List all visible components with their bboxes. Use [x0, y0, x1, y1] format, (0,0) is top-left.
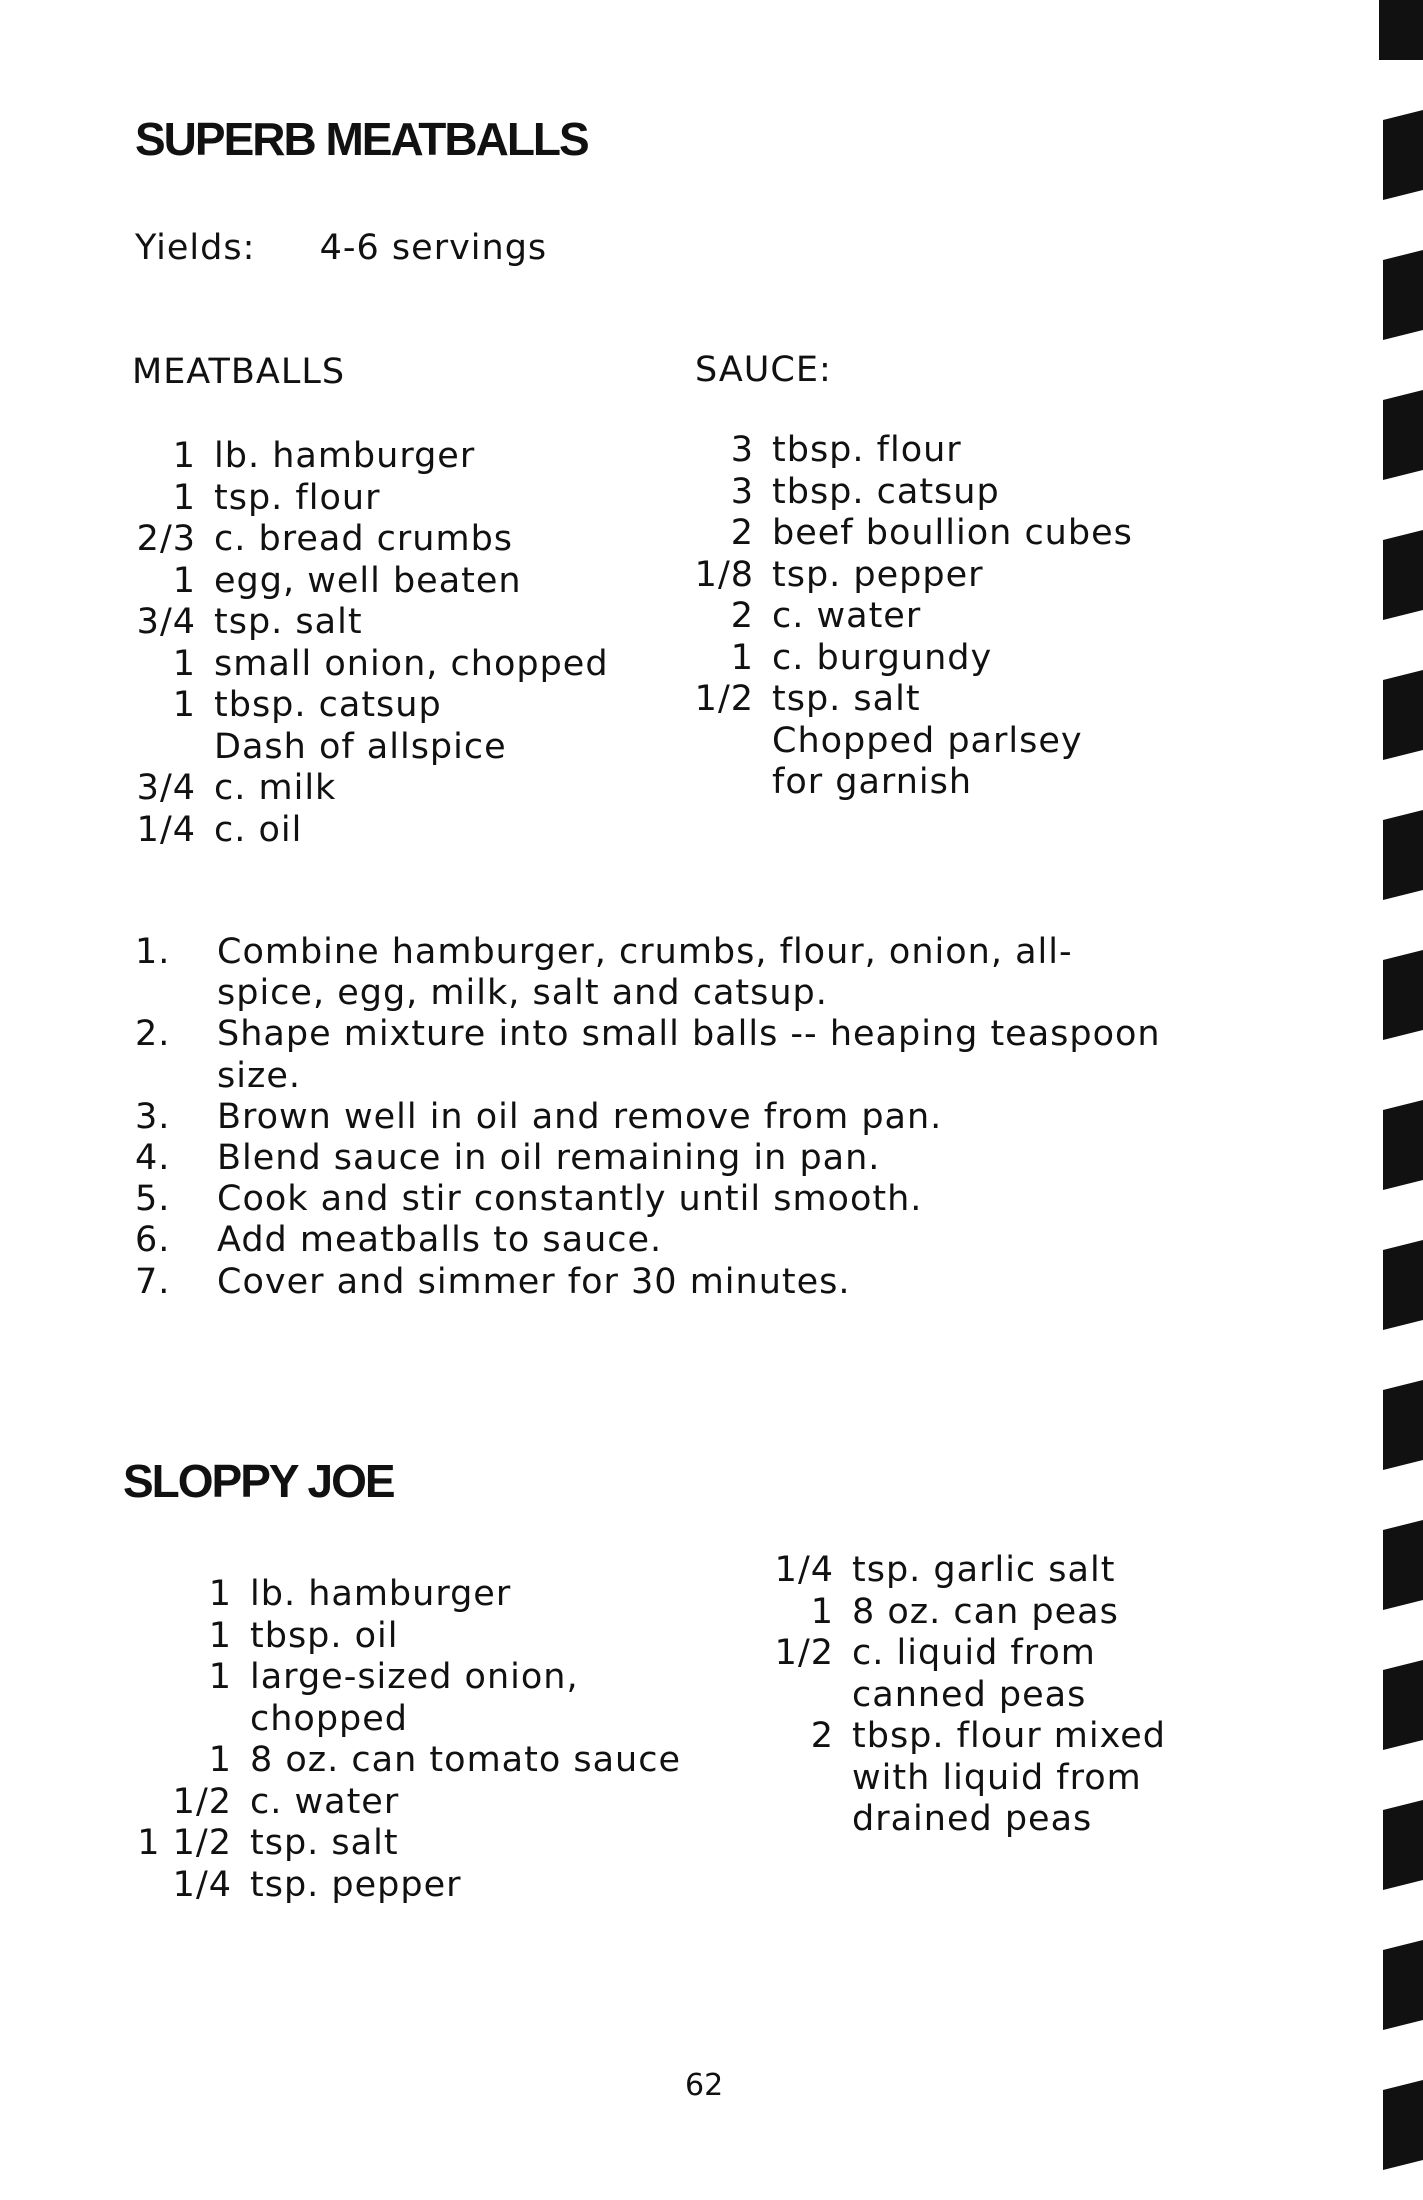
- step-number: 2.: [135, 1014, 171, 1055]
- ingredient-name: tsp. salt: [772, 679, 921, 719]
- meatball-ingredient: [132, 644, 609, 686]
- ingredient-quantity: 3/4: [136, 602, 196, 642]
- sauce-ingredient: [690, 721, 1133, 763]
- ingredient-quantity: 2: [730, 513, 754, 553]
- step-number: 1.: [135, 932, 171, 972]
- sloppy-joe-ingredient: [770, 1633, 1166, 1716]
- sloppy-joe-ingredient: [770, 1716, 1166, 1841]
- ingredient-name: tbsp. catsup: [214, 685, 442, 725]
- ingredient-quantity: 1 1/2: [137, 1823, 232, 1863]
- ingredient-quantity: 3/4: [136, 768, 196, 808]
- ingredient-name: c. oil: [214, 809, 303, 850]
- direction-step: [135, 1262, 1237, 1303]
- ingredient-quantity: 1: [172, 643, 196, 684]
- meatballs-ingredient-list: [132, 436, 609, 851]
- ingredient-name: tbsp. flour: [772, 430, 962, 470]
- ingredient-quantity: 2/3: [136, 519, 196, 559]
- ingredient-name: tsp. flour: [214, 477, 381, 518]
- sloppy-joe-ingredient: [128, 1657, 681, 1740]
- meatball-ingredient: [132, 602, 609, 644]
- direction-step: [135, 1179, 1237, 1220]
- ingredient-quantity: 1: [172, 685, 196, 725]
- ingredient-quantity: 1: [172, 560, 196, 601]
- sauce-ingredient: [690, 679, 1133, 721]
- ingredient-quantity: 1: [730, 637, 754, 678]
- ingredient-quantity: 1/4: [136, 809, 196, 850]
- sloppy-joe-ingredients-left: [128, 1574, 681, 1906]
- sauce-ingredient: [690, 762, 1133, 804]
- ingredient-name: egg, well beaten: [214, 560, 522, 601]
- ingredient-quantity: 1/2: [774, 1633, 834, 1673]
- ingredient-name: beef boullion cubes: [772, 513, 1133, 553]
- direction-step: [135, 1014, 1237, 1096]
- ingredient-name: tbsp. catsup: [772, 471, 1000, 512]
- step-text: Brown well in oil and remove from pan.: [217, 1096, 943, 1137]
- ingredient-name: c. water: [250, 1781, 400, 1822]
- sloppy-joe-ingredient: [770, 1550, 1166, 1592]
- ingredient-quantity: [690, 762, 772, 804]
- step-number: 7.: [135, 1261, 171, 1302]
- ingredient-name: tsp. pepper: [772, 554, 984, 595]
- sauce-ingredient: [690, 430, 1133, 472]
- sloppy-joe-ingredient: [128, 1740, 681, 1782]
- step-text: Cook and stir constantly until smooth.: [217, 1179, 923, 1220]
- ingredient-name: lb. hamburger: [250, 1574, 512, 1614]
- ingredient-name: 8 oz. can peas: [852, 1591, 1119, 1632]
- ingredient-name: large-sized onion, chopped: [250, 1657, 579, 1739]
- ingredient-quantity: 1/2: [694, 679, 754, 719]
- ingredient-name: tsp. garlic salt: [852, 1550, 1116, 1590]
- ingredient-quantity: 1/2: [172, 1781, 232, 1822]
- meatball-ingredient: [132, 561, 609, 603]
- direction-step: [135, 1138, 1237, 1179]
- step-text: Cover and simmer for 30 minutes.: [217, 1261, 851, 1302]
- ingredient-quantity: 1/4: [172, 1864, 232, 1905]
- step-number: 3.: [135, 1096, 171, 1137]
- ingredient-quantity: [132, 727, 214, 769]
- spiral-binding-icon: [1343, 0, 1423, 2200]
- ingredient-quantity: 3: [730, 430, 754, 470]
- sauce-ingredient: [690, 513, 1133, 555]
- sauce-ingredient: [690, 472, 1133, 514]
- ingredient-quantity: 1: [810, 1591, 834, 1632]
- ingredient-name: c. burgundy: [772, 637, 993, 678]
- ingredient-name: tsp. salt: [250, 1823, 399, 1863]
- ingredient-quantity: 1: [172, 477, 196, 518]
- sloppy-joe-ingredient: [128, 1782, 681, 1824]
- meatball-ingredient: [132, 519, 609, 561]
- sauce-ingredient: [690, 596, 1133, 638]
- ingredient-name: Chopped parlsey: [772, 720, 1083, 761]
- step-number: 4.: [135, 1138, 171, 1179]
- sauce-ingredient-list: [690, 430, 1133, 804]
- ingredient-name: 8 oz. can tomato sauce: [250, 1740, 682, 1780]
- sloppy-joe-ingredient: [770, 1592, 1166, 1634]
- meatballs-heading: MEATBALLS: [132, 352, 346, 392]
- ingredient-name: Dash of allspice: [214, 726, 507, 767]
- ingredient-quantity: 1: [208, 1740, 232, 1780]
- step-text: Combine hamburger, crumbs, flour, onion, all- spice, egg, milk, salt and catsup.: [217, 932, 1073, 1014]
- ingredient-name: c. milk: [214, 768, 337, 808]
- ingredient-name: lb. hamburger: [214, 436, 476, 476]
- ingredient-quantity: 1/8: [694, 554, 754, 595]
- ingredient-name: c. water: [772, 596, 922, 636]
- ingredient-quantity: 2: [810, 1716, 834, 1756]
- page-number: 62: [685, 2068, 724, 2103]
- ingredient-quantity: 1: [208, 1574, 232, 1614]
- sloppy-joe-ingredient: [128, 1823, 681, 1865]
- step-text: Shape mixture into small balls -- heaping teaspoon size.: [217, 1014, 1161, 1096]
- meatballs-directions: [135, 932, 1237, 1303]
- ingredient-name: tbsp. oil: [250, 1615, 399, 1656]
- ingredient-name: small onion, chopped: [214, 643, 609, 684]
- ingredient-quantity: 1: [208, 1657, 232, 1697]
- sloppy-joe-ingredient: [128, 1616, 681, 1658]
- recipe-title-sloppy-joe: SLOPPY JOE: [123, 1455, 394, 1507]
- ingredient-quantity: 1/4: [774, 1550, 834, 1590]
- direction-step: [135, 1097, 1237, 1138]
- yields-label: Yields:: [135, 228, 256, 268]
- ingredient-name: tsp. salt: [214, 602, 363, 642]
- sloppy-joe-ingredients-right: [770, 1550, 1166, 1841]
- step-number: 5.: [135, 1179, 171, 1220]
- sloppy-joe-ingredient: [128, 1865, 681, 1907]
- meatball-ingredient: [132, 768, 609, 810]
- meatball-ingredient: [132, 478, 609, 520]
- ingredient-quantity: [690, 721, 772, 763]
- ingredient-name: c. bread crumbs: [214, 519, 514, 559]
- ingredient-name: tsp. pepper: [250, 1864, 462, 1905]
- recipe-title-superb-meatballs: SUPERB MEATBALLS: [135, 113, 588, 165]
- sauce-ingredient: [690, 555, 1133, 597]
- direction-step: [135, 932, 1237, 1014]
- meatball-ingredient: [132, 810, 609, 852]
- meatball-ingredient: [132, 727, 609, 769]
- yields-line: [135, 228, 547, 268]
- meatball-ingredient: [132, 436, 609, 478]
- step-number: 6.: [135, 1220, 171, 1261]
- meatball-ingredient: [132, 685, 609, 727]
- ingredient-name: for garnish: [772, 762, 973, 802]
- ingredient-name: c. liquid from canned peas: [852, 1633, 1096, 1715]
- ingredient-quantity: 1: [172, 436, 196, 476]
- sauce-ingredient: [690, 638, 1133, 680]
- ingredient-name: tbsp. flour mixed with liquid from drained peas: [852, 1716, 1167, 1839]
- yields-value: 4-6 servings: [319, 228, 548, 268]
- ingredient-quantity: 3: [730, 471, 754, 512]
- direction-step: [135, 1220, 1237, 1261]
- ingredient-quantity: 1: [208, 1615, 232, 1656]
- ingredient-quantity: 2: [730, 596, 754, 636]
- sloppy-joe-ingredient: [128, 1574, 681, 1616]
- step-text: Add meatballs to sauce.: [217, 1220, 663, 1261]
- step-text: Blend sauce in oil remaining in pan.: [217, 1138, 881, 1179]
- sauce-heading: SAUCE:: [695, 350, 832, 390]
